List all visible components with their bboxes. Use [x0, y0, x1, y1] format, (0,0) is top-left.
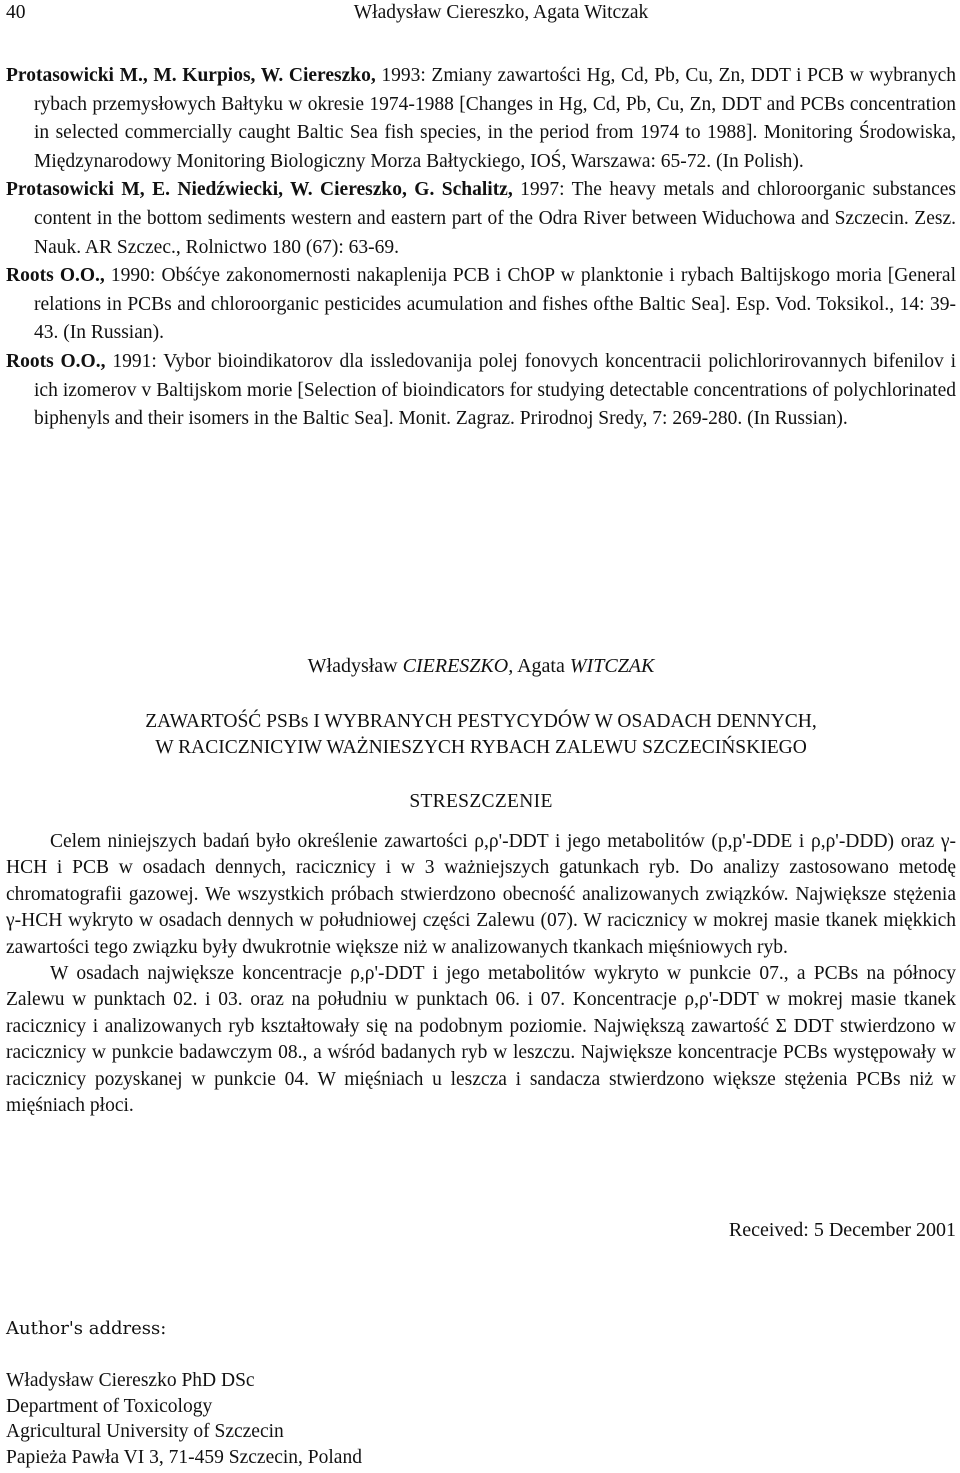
author1-last-name: CIERESZKO, [402, 655, 514, 677]
reference-authors: Protasowicki M., M. Kurpios, W. Ciereszko, [6, 65, 376, 86]
reference-text: 1991: Vybor bioindikatorov dla issledovanija polej fonovych koncentracii polichlorirovannych bifenilov i ich izomerov v Baltijskom morie [Selection of bioindicators for studying detectable concentrations of polychlorinated biphenyls and their isomers in the Baltic Sea]. Monit. Zagraz. Prirodnoj Sredy, 7: 269-280. (In Russian). [34, 350, 957, 430]
summary-heading: STRESZCZENIE [409, 791, 553, 812]
address-line: Department of Toxicology [6, 1395, 213, 1417]
summary-title-line: ZAWARTOŚĆ PSBs I WYBRANYCH PESTYCYDÓW W OSADACH DENNYCH, [145, 711, 817, 732]
reference-authors: Roots O.O., [6, 350, 106, 372]
received-date: Received: 5 December 2001 [728, 1219, 956, 1241]
reference-list [6, 62, 956, 434]
summary-title-line: W RACICZNICYIW WAŻNIESZYCH RYBACH ZALEWU SZCZECIŃSKIEGO [155, 737, 807, 758]
polish-summary [6, 655, 956, 1119]
page-number: 40 [6, 2, 26, 23]
author2-first-name: Agata [517, 655, 565, 677]
reference-entry [6, 348, 956, 434]
summary-authors [6, 655, 956, 685]
address-label: Author's address: [6, 1318, 167, 1339]
reference-entry [6, 262, 956, 348]
reference-text: 1997: The heavy metals and chloroorganic substances content in the bottom sediments western and eastern part of the Odra River between Widuchowa and Szczecin. Zesz. Nauk. AR Szczec., Rolnictwo 180 (67): 63-69. [34, 179, 956, 258]
summary-title [6, 709, 956, 761]
address-line: Papieża Pawła VI 3, 71-459 Szczecin, Poland [6, 1446, 362, 1468]
reference-text: 1993: Zmiany zawartości Hg, Cd, Pb, Cu, Zn, DDT i PCB w wybranych rybach przemysłowych Bałtyku w okresie 1974-1988 [Changes in Hg, Cd, Pb, Cu, Zn, DDT and PCBs concentration in selected commercially caught Baltic Sea fish species, in the period from 1974 to 1988]. Monitoring Środowiska, Międzynarodowy Monitoring Biologiczny Morza Bałtyckiego, IOŚ, Warszawa: 65-72. (In Polish). [34, 65, 956, 172]
author1-first-name: Władysław [307, 655, 398, 677]
summary-body [6, 829, 956, 1119]
author-address [6, 1368, 362, 1470]
page-header [6, 2, 956, 30]
author2-last-name: WITCZAK [569, 655, 655, 677]
reference-entry [6, 62, 956, 176]
running-title: Władysław Ciereszko, Agata Witczak [353, 2, 649, 23]
summary-paragraph: W osadach największe koncentracje ρ,ρ'-DDT i jego metabolitów wykryto w punkcie 07., a PCBs na północy Zalewu w punktach 02. i 03. oraz na południu w punktach 06. i 07. Koncentracje ρ,ρ'-DDT w mokrej masie tkanek racicznicy i analizowanych ryb kształtowały się na podobnym poziomie. Największą zawartość Σ DDT stwierdzono w racicznicy w punkcie badawczym 08., a wśród badanych ryb w leszczu. Największe koncentracje PCBs występowały w racicznicy pozyskanej w punkcie 04. W mięśniach u leszcza i sandacza stwierdzono większe stężenia PCBs niż w mięśniach płoci. [6, 963, 956, 1117]
reference-authors: Protasowicki M, E. Niedźwiecki, W. Ciereszko, G. Schalitz, [6, 179, 513, 201]
address-line: Władysław Ciereszko PhD DSc [6, 1370, 255, 1391]
reference-text: 1990: Obśćye zakonomernosti nakaplenija PCB i ChOP w planktonie i rybach Baltijskogo moria [General relations in PCBs and chloroorganic pesticides acumulation and fishes ofthe Baltic Sea]. Esp. Vod. Toksikol., 14: 39-43. (In Russian). [34, 265, 956, 344]
reference-entry [6, 176, 956, 262]
reference-authors: Roots O.O., [6, 265, 105, 287]
summary-paragraph: Celem niniejszych badań było określenie zawartości ρ,ρ'-DDT i jego metabolitów (p,p'-DDE i ρ,ρ'-DDD) oraz γ-HCH i PCB w osadach dennych, racicznicy i w 3 ważniejszych gatunkach ryb. Do analizy zastosowano metodę chromatografii gazowej. We wszystkich próbach stwierdzono obecność analizowanych związków. Największe stężenia γ-HCH wykryto w osadach dennych w południowej części Zalewu (07). W racicznicy w mokrej masie tkanek miękkich zawartości tego związku były dwukrotnie większe niż w analizowanych tkankach mięśniowych ryb. [6, 831, 956, 958]
address-line: Agricultural University of Szczecin [6, 1421, 284, 1442]
